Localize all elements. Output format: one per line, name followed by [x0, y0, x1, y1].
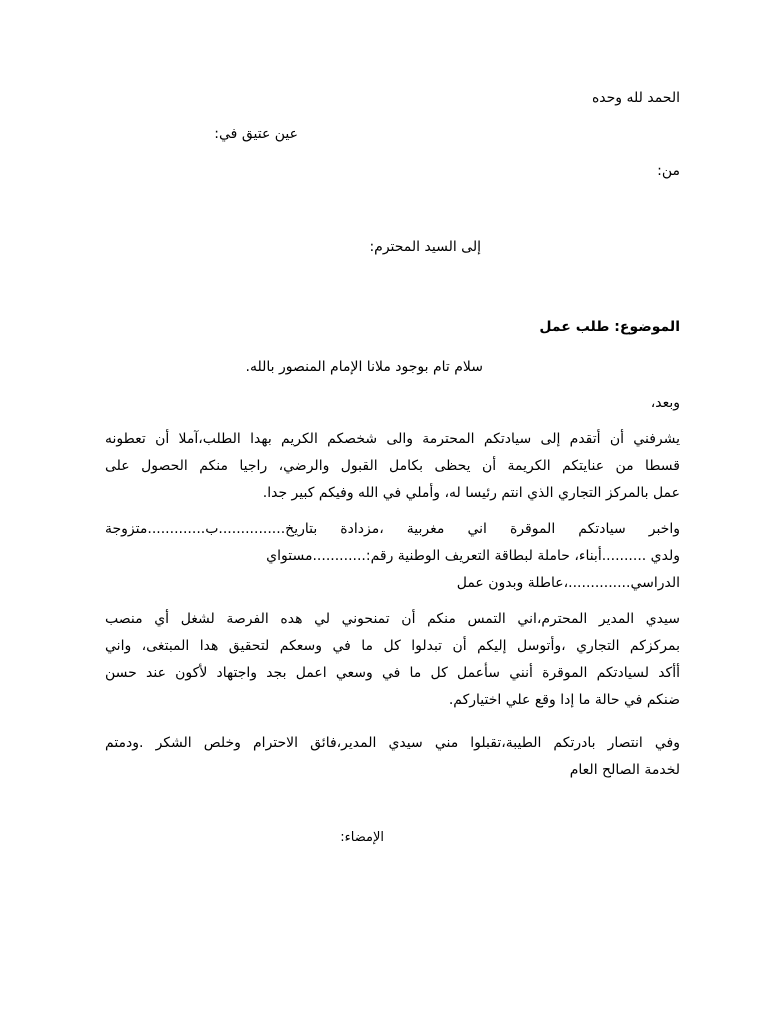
opening-line: وبعد،	[650, 395, 680, 411]
paragraph-line: ولدي ..........أبناء، حاملة لبطاقة التعريف الوطنية رقم:............مستواي	[266, 548, 680, 564]
paragraph-line: أأكد لسيادتكم الموقرة أنني سأعمل كل ما في وسعي اعمل بجد واجتهاد لأكون عند حسن	[105, 665, 680, 681]
signature-line: الإمضاء:	[340, 830, 384, 845]
paragraph-personal-info	[105, 516, 680, 597]
paragraph-line: وفي انتصار بادرتكم الطيبة،تقبلوا مني سيدي المدير،فائق الاحترام وخلص الشكر .ودمتم	[105, 735, 680, 751]
paragraph-plea	[105, 606, 680, 714]
paragraph-request	[105, 426, 680, 507]
paragraph-line: يشرفني أن أتقدم إلى سيادتكم المحترمة والى شخصكم الكريم بهدا الطلب،آملا أن تعطونه	[105, 431, 680, 447]
paragraph-line: لخدمة الصالح العام	[569, 762, 680, 778]
sender-line: من:	[657, 163, 680, 179]
paragraph-line: واخبر سيادتكم الموقرة اني مغربية ،مزدادة بتاريخ...............ب.............متزوجة	[105, 521, 680, 537]
paragraph-line: ضنكم في حالة ما إدا وقع علي اختياركم.	[448, 692, 680, 708]
doxology-line: الحمد لله وحده	[591, 90, 680, 106]
paragraph-line: سيدي المدير المحترم،اني التمس منكم أن تمنحوني لي هده الفرصة لشغل أي منصب	[105, 611, 680, 627]
place-date-line: عين عتيق في:	[214, 126, 298, 142]
subject-line: الموضوع: طلب عمل	[539, 319, 680, 335]
greeting-line: سلام تام بوجود ملانا الإمام المنصور بالله.	[245, 359, 483, 375]
paragraph-line: الدراسي..............،عاطلة وبدون عمل	[456, 575, 680, 591]
paragraph-line: بمركزكم التجاري ،وأتوسل إليكم أن تبدلوا كل ما في وسعكم لتحقيق هدا المبتغى، واني	[105, 638, 680, 654]
recipient-line: إلى السيد المحترم:	[369, 239, 481, 255]
paragraph-closing	[105, 730, 680, 784]
paragraph-line: عمل بالمركز التجاري الذي انتم رئيسا له، وأملي في الله وفيكم كبير جدا.	[262, 485, 680, 501]
paragraph-line: قسطا من عنايتكم الكريمة أن يحظى بكامل القبول والرضي، راجيا منكم الحصول على	[105, 458, 680, 474]
